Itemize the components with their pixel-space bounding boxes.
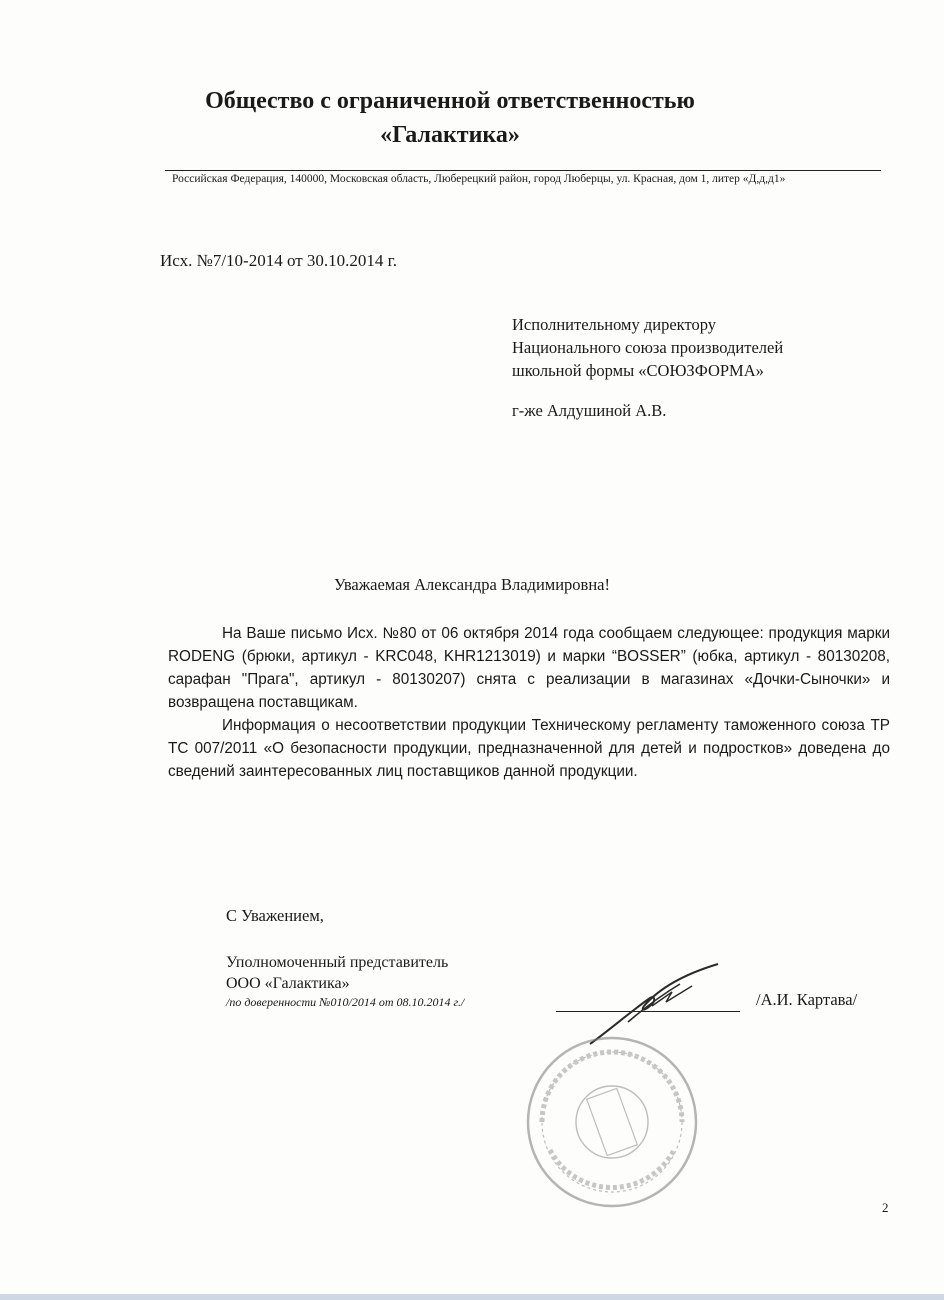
body-paragraph: На Ваше письмо Исх. №80 от 06 октября 2014 года сообщаем следующее: продукция марки RODENG (брюки, артикул - KRC048, KHR1213019) и марки “BOSSER” (юбка, артикул - 80130208, сарафан "Прага", артикул - 80130207) снята с реализации в магазинах «Дочки-Сыночки» и возвращена поставщикам. xyxy=(168,625,890,711)
addressee-line2: Национального союза производителей xyxy=(512,338,784,357)
scan-edge xyxy=(0,1294,944,1300)
page-number: 2 xyxy=(882,1200,889,1215)
addressee-line1: Исполнительному директору xyxy=(512,315,716,334)
organization-name-line1: Общество с ограниченной ответственностью xyxy=(205,88,695,114)
addressee-block xyxy=(512,313,783,422)
outgoing-reference: Исх. №7/10-2014 от 30.10.2014 г. xyxy=(160,251,397,270)
header-divider xyxy=(165,170,881,171)
signer-name: /А.И. Картава/ xyxy=(756,990,858,1009)
proxy-reference: /по доверенности №010/2014 от 08.10.2014 г./ xyxy=(226,995,465,1009)
company-stamp xyxy=(512,1022,712,1222)
organization-name-line2: «Галактика» xyxy=(380,122,520,148)
addressee-line3: школьной формы «СОЮЗФОРМА» xyxy=(512,361,764,380)
body-paragraph: Информация о несоответствии продукции Техническому регламенту таможенного союза ТР ТС 007/2011 «О безопасности продукции, предназначенной для детей и подростков» доведена до сведений заинтересованных лиц поставщиков данной продукции. xyxy=(168,717,890,780)
organization-address: Российская Федерация, 140000, Московская область, Люберецкий район, город Люберцы, ул. Красная, дом 1, литер «Д,д,д1» xyxy=(172,173,786,185)
representative-block xyxy=(226,952,448,994)
salutation: Уважаемая Александра Владимировна! xyxy=(334,575,610,594)
representative-org: ООО «Галактика» xyxy=(226,975,350,992)
letter-body xyxy=(168,622,890,783)
closing: С Уважением, xyxy=(226,906,324,925)
addressee-recipient: г-же Алдушиной А.В. xyxy=(512,401,667,420)
organization-header xyxy=(120,84,780,152)
representative-title: Уполномоченный представитель xyxy=(226,954,449,971)
